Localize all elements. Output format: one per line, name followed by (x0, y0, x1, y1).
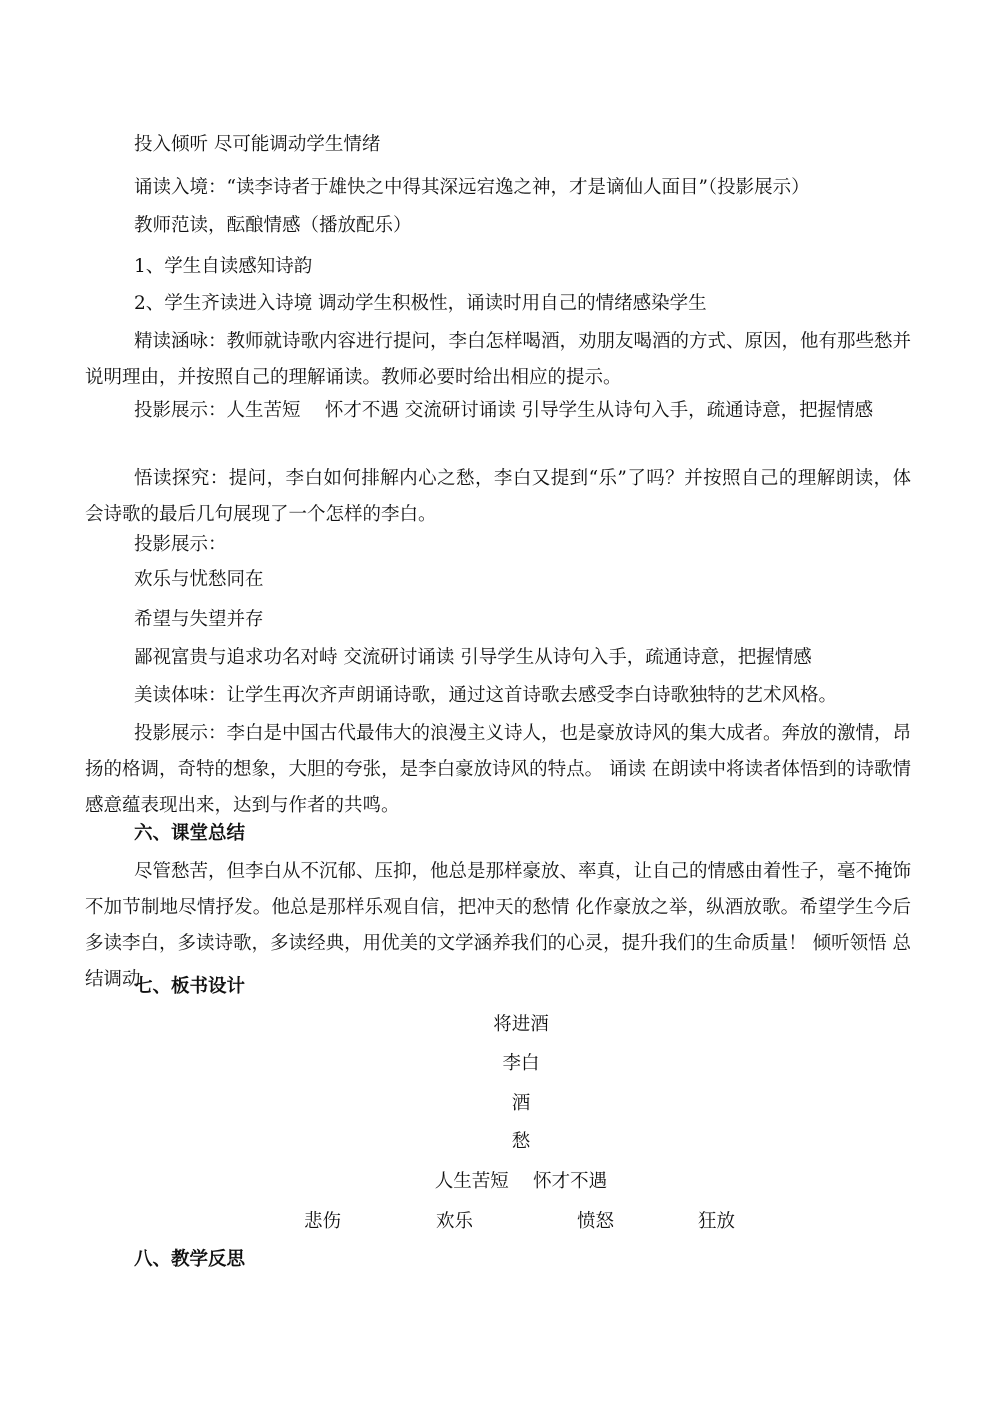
board-author: 李白 (502, 1053, 540, 1074)
board-emotion-anger: 愤怒 (577, 1211, 615, 1232)
section-heading-board-design: 七、板书设计 (134, 976, 246, 997)
text-line-projection-label: 投影展示： (134, 534, 227, 555)
text-line-listen: 投入倾听 尽可能调动学生情绪 (134, 134, 381, 155)
section-heading-reflection: 八、教学反思 (134, 1249, 246, 1270)
text-line-hope-despair: 希望与失望并存 (134, 609, 264, 630)
board-title: 将进酒 (493, 1014, 549, 1035)
paragraph-summary: 尽管愁苦，但李白从不沉郁、压抑，他总是那样豪放、率真，让自己的情感由着性子，毫不掩饰不加节制地尽情抒发。他总是那样乐观自信，把冲天的愁情 化作豪放之举，纵酒放歌。希望学生今后多读李白，多读诗歌，多读经典，用优美的文学涵养我们的心灵，提升我们的生命质量！ 倾听领悟 总结调动 (85, 861, 912, 990)
board-emotion-unrestrained: 狂放 (698, 1211, 736, 1232)
text-line-group-reading: 2、学生齐读进入诗境 调动学生积极性，诵读时用自己的情绪感染学生 (134, 293, 707, 314)
paragraph-projection-1: 投影展示：人生苦短 怀才不遇 交流研讨诵读 引导学生从诗句入手，疏通诗意，把握情感 (134, 400, 874, 421)
paragraph-inquiry: 悟读探究：提问，李白如何排解内心之愁，李白又提到“乐”了吗？并按照自己的理解朗读，体会诗歌的最后几句展现了一个怎样的李白。 (85, 468, 911, 525)
section-heading-summary: 六、课堂总结 (134, 823, 246, 844)
text-line-self-reading: 1、学生自读感知诗韵 (134, 256, 313, 277)
board-emotion-sad: 悲伤 (304, 1211, 342, 1232)
text-line-recite-intro: 诵读入境：“读李诗者于雄快之中得其深远宕逸之神，才是谪仙人面目”（投影展示） (134, 177, 810, 198)
paragraph-projection-2: 投影展示：李白是中国古代最伟大的浪漫主义诗人，也是豪放诗风的集大成者。奔放的激情，昂扬的格调，奇特的想象，大胆的夸张，是李白豪放诗风的特点。 诵读 在朗读中将读者体悟到的诗歌情感意蕴表现出来，达到与作者的共鸣。 (85, 723, 912, 816)
paragraph-close-reading: 精读涵咏：教师就诗歌内容进行提问，李白怎样喝酒，劝朋友喝酒的方式、原因，他有那些愁并说明理由，并按照自己的理解诵读。教师必要时给出相应的提示。 (85, 331, 912, 388)
board-theme: 人生苦短 怀才不遇 (434, 1171, 608, 1192)
text-line-joy-sorrow: 欢乐与忧愁同在 (134, 569, 264, 590)
text-line-teacher-reading: 教师范读，酝酿情感（播放配乐） (134, 215, 412, 236)
text-line-contempt: 鄙视富贵与追求功名对峙 交流研讨诵读 引导学生从诗句入手，疏通诗意，把握情感 (134, 647, 812, 668)
board-keyword-sorrow: 愁 (511, 1131, 531, 1152)
text-line-aesthetic-reading: 美读体味：让学生再次齐声朗诵诗歌，通过这首诗歌去感受李白诗歌独特的艺术风格。 (134, 685, 838, 706)
board-emotion-joy: 欢乐 (436, 1211, 474, 1232)
board-keyword-wine: 酒 (511, 1093, 531, 1114)
